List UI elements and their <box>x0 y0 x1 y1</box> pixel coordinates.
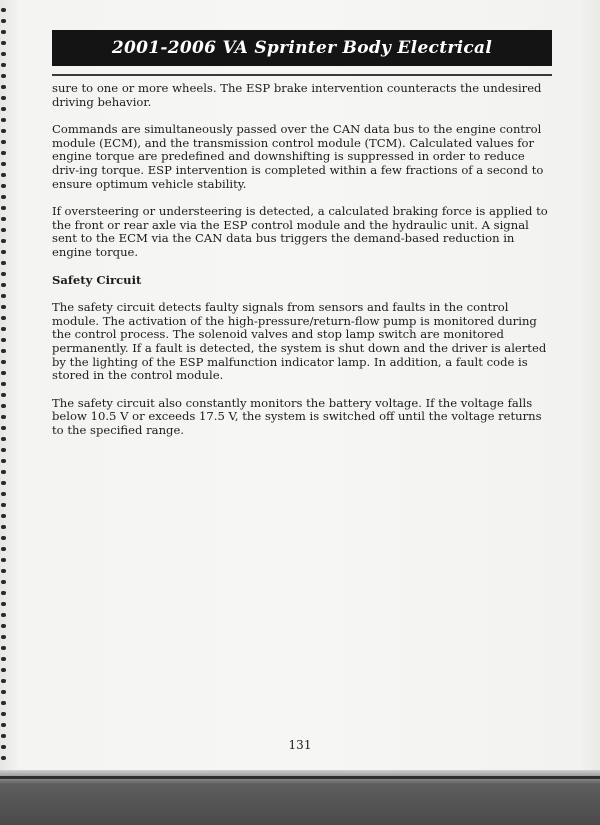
binding-hole <box>1 250 6 254</box>
binding-hole <box>1 525 6 529</box>
binding-hole <box>1 415 6 419</box>
binding-hole <box>1 514 6 518</box>
binding-hole <box>1 448 6 452</box>
binding-hole <box>1 459 6 463</box>
section-heading-safety-circuit: Safety Circuit <box>52 272 142 287</box>
binding-hole <box>1 679 6 683</box>
page-number: 131 <box>288 738 312 752</box>
binding-hole <box>1 63 6 67</box>
header-divider <box>52 74 552 76</box>
binding-hole <box>1 690 6 694</box>
binding-hole <box>1 437 6 441</box>
binding-hole <box>1 503 6 507</box>
binding-hole <box>1 624 6 628</box>
binding-hole <box>1 349 6 353</box>
binding-hole <box>1 371 6 375</box>
binding-hole <box>1 536 6 540</box>
binding-hole <box>1 272 6 276</box>
binding-hole <box>1 151 6 155</box>
binding-hole <box>1 481 6 485</box>
binding-hole <box>1 712 6 716</box>
binding-hole <box>1 723 6 727</box>
body-text <box>52 82 552 451</box>
binding-hole <box>1 19 6 23</box>
binding-hole <box>1 85 6 89</box>
binding-hole <box>1 140 6 144</box>
binding-hole <box>1 228 6 232</box>
binding-hole <box>1 701 6 705</box>
binding-hole <box>1 8 6 12</box>
paragraph-battery-voltage: The safety circuit also constantly monitors the battery voltage. If the voltage falls below 10.5 V or exceeds 17.5 V, the system is switched off until the voltage returns to the specified range. <box>52 395 542 437</box>
binding-hole <box>1 261 6 265</box>
binding-hole <box>1 217 6 221</box>
binding-hole <box>1 580 6 584</box>
paragraph-esp-intervention: sure to one or more wheels. The ESP brake intervention counteracts the undesired driving behavior. <box>52 81 542 109</box>
binding-hole <box>1 96 6 100</box>
binding-hole <box>1 558 6 562</box>
binding-hole <box>1 360 6 364</box>
binding-hole <box>1 52 6 56</box>
paragraph-oversteering: If oversteering or understeering is detected, a calculated braking force is applied to the front or rear axle via the ESP control module and the hydraulic unit. A signal sent to the ECM via the CAN data bus triggers the demand-based reduction in engine torque. <box>52 204 548 259</box>
binding-hole <box>1 613 6 617</box>
binding-hole <box>1 74 6 78</box>
binding-hole <box>1 316 6 320</box>
binding-hole <box>1 602 6 606</box>
binding-hole <box>1 195 6 199</box>
binding-hole <box>1 173 6 177</box>
binding-hole <box>1 283 6 287</box>
binding-hole <box>1 162 6 166</box>
binding-hole <box>1 118 6 122</box>
binding-hole <box>1 129 6 133</box>
binding-hole <box>1 184 6 188</box>
binding-hole <box>1 404 6 408</box>
binding-hole <box>1 294 6 298</box>
paragraph-safety-circuit-faults: The safety circuit detects faulty signals from sensors and faults in the control module. The activation of the high-pressure/return-flow pump is monitored during the control process. The solenoid valves and stop lamp switch are monitored permanently. If a fault is detected, the system is shut down and the driver is alerted by the lighting of the ESP malfunction indicator lamp. In addition, a fault code is stored in the control module. <box>52 300 547 383</box>
binding-hole <box>1 41 6 45</box>
binding-hole <box>1 657 6 661</box>
binding-hole <box>1 393 6 397</box>
binding-hole <box>1 338 6 342</box>
binding-hole <box>1 30 6 34</box>
binding-hole <box>1 470 6 474</box>
binding-hole <box>1 327 6 331</box>
binding-hole <box>1 591 6 595</box>
spiral-binding <box>0 0 10 760</box>
binding-hole <box>1 547 6 551</box>
page-bottom-edge <box>0 776 600 779</box>
binding-hole <box>1 426 6 430</box>
paragraph-can-commands: Commands are simultaneously passed over the CAN data bus to the engine control module (ECM), and the transmission control module (TCM). Calculated values for engine torque are predefined and downshifting is suppressed in order to reduce driv-ing torque. ESP intervention is completed within a few fractions of a second to ensure optimum vehicle stability. <box>52 122 544 191</box>
binding-hole <box>1 668 6 672</box>
binding-hole <box>1 646 6 650</box>
binding-hole <box>1 635 6 639</box>
binding-hole <box>1 756 6 760</box>
binding-hole <box>1 206 6 210</box>
binding-hole <box>1 107 6 111</box>
header-bar <box>52 30 552 66</box>
binding-hole <box>1 305 6 309</box>
binding-hole <box>1 382 6 386</box>
binding-hole <box>1 239 6 243</box>
page-header-title: 2001-2006 VA Sprinter Body Electrical <box>111 38 493 58</box>
binding-hole <box>1 492 6 496</box>
binding-hole <box>1 569 6 573</box>
